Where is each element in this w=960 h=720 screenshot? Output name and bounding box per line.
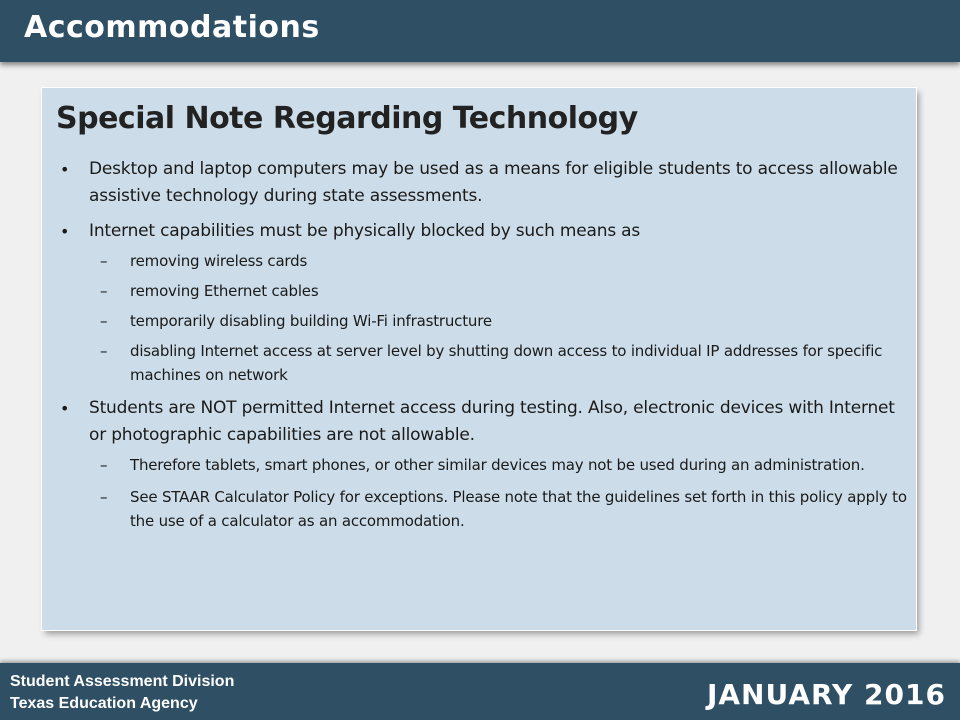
bullet-text: Internet capabilities must be physically blocked by such means as xyxy=(89,221,641,241)
sub-bullet-text: disabling Internet access at server level by shutting down access to individual IP addresses for specific machines on network xyxy=(130,342,883,384)
bullet-text: Desktop and laptop computers may be used as a means for eligible students to access allowable assistive technology during state assessments. xyxy=(89,159,898,206)
sub-bullet-text: removing wireless cards xyxy=(130,252,308,270)
sub-bullet-marker: – xyxy=(100,456,108,474)
sub-bullet-item xyxy=(42,249,916,273)
bullet-marker: • xyxy=(60,399,70,418)
bullet-item xyxy=(42,395,916,449)
sub-bullet-marker: – xyxy=(100,252,108,270)
sub-bullet-item xyxy=(42,339,916,387)
sub-bullet-text: See STAAR Calculator Policy for exceptions. Please note that the guidelines set forth in this policy apply to the use of a calculator as an accommodation. xyxy=(130,488,907,530)
sub-bullet-marker: – xyxy=(100,488,108,506)
header-bar xyxy=(0,0,960,62)
sub-bullet-item xyxy=(42,453,916,477)
sub-bullet-marker: – xyxy=(100,282,108,300)
bullet-text: Students are NOT permitted Internet access during testing. Also, electronic devices with Internet or photographic capabilities are not allowable. xyxy=(89,398,895,445)
footer-org-line1: Student Assessment Division xyxy=(10,673,235,690)
bullet-marker: • xyxy=(60,160,70,179)
footer-org-line2: Texas Education Agency xyxy=(10,695,198,712)
footer-date: JANUARY 2016 xyxy=(706,678,946,711)
panel-heading: Special Note Regarding Technology xyxy=(56,101,638,136)
content-panel xyxy=(42,88,916,630)
bullet-item xyxy=(42,156,916,210)
sub-bullet-text: Therefore tablets, smart phones, or other similar devices may not be used during an administration. xyxy=(130,456,865,474)
sub-bullet-text: removing Ethernet cables xyxy=(130,282,319,300)
sub-bullet-marker: – xyxy=(100,312,108,330)
sub-bullet-item xyxy=(42,485,916,533)
bullet-item xyxy=(42,218,916,245)
sub-bullet-marker: – xyxy=(100,342,108,360)
sub-bullet-item xyxy=(42,309,916,333)
footer-bar xyxy=(0,663,960,720)
bullet-marker: • xyxy=(60,222,70,241)
sub-bullet-text: temporarily disabling building Wi-Fi infrastructure xyxy=(130,312,492,330)
slide-title: Accommodations xyxy=(24,10,320,45)
bullet-list xyxy=(42,156,916,533)
sub-bullet-item xyxy=(42,279,916,303)
